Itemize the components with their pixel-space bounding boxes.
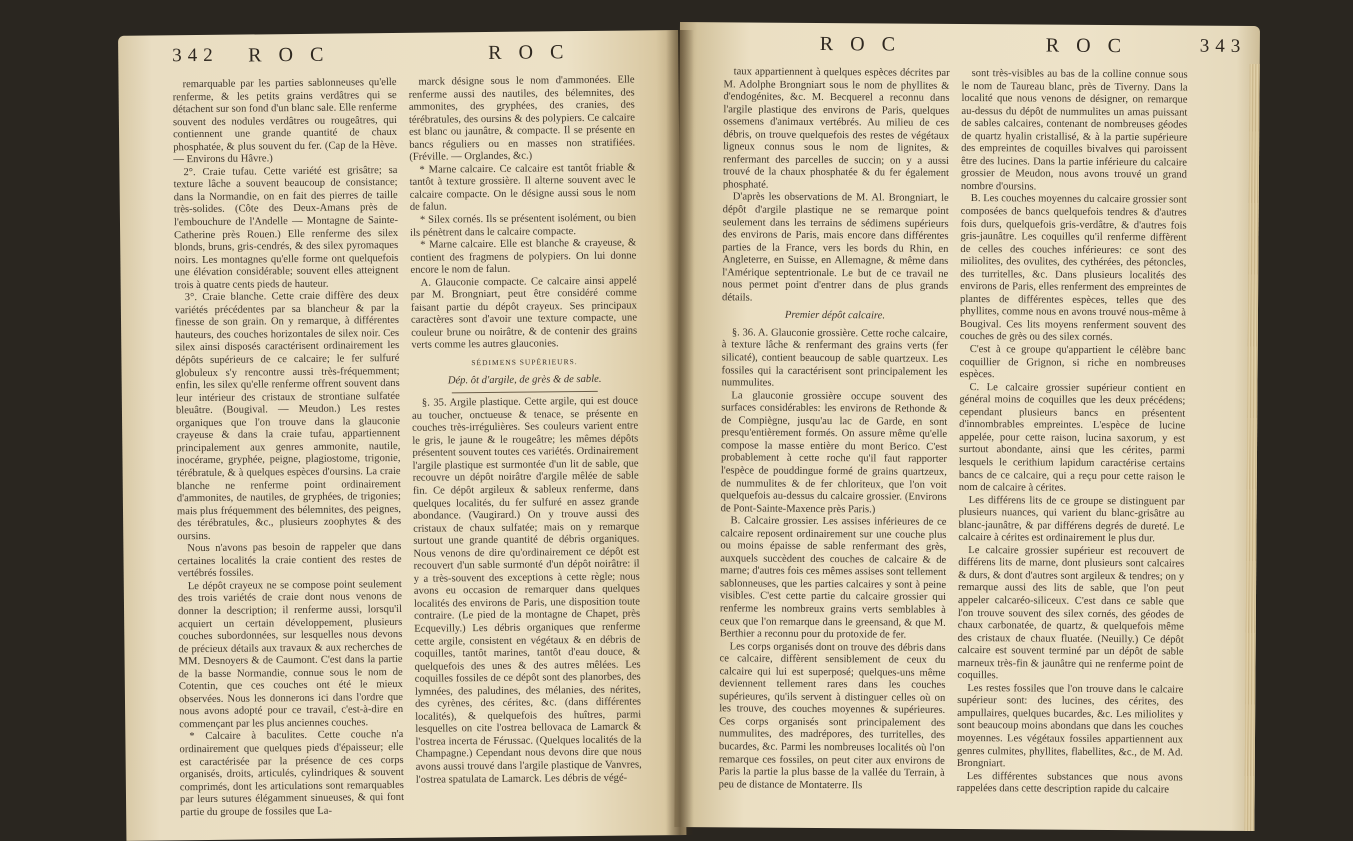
paragraph: remarquable par les parties sablonneuses qu'elle renferme, & les petits grains verdâtres qui se détachent sur son fond d'un blanc sale. Elle renferme souvent des nodules verdâtres ou rougeâtres, qui contiennent une grande quantité de chaux phosphatée, & plus souvent du fer. (Cap de la Hève. — Environs du Hâvre.) [172,76,398,166]
paragraph: * Calcaire à baculites. Cette couche n'a ordinairement que quelques pieds d'épaisseur; elle est caractérisée par la présence de ces corps organisés, droits, articulés, cylindriques & souvent comprimés, dont les articulations sont remarquables par leurs sutures élégamment sinueuses, & qui font partie du groupe de fossiles que La- [179,729,405,818]
open-book [118,0,1247,835]
paragraph: Nous n'avons pas besoin de rappeler que dans certaines localités la craie contient des restes de vertébrés fossiles. [177,541,402,580]
paragraph: A. Glauconie compacte. Ce calcaire ainsi appelé par M. Brongniart, peut être considéré comme faisant partie du dépôt crayeux. Ses principaux caractères sont d'avoir une texture compacte, une couleur brune ou noirâtre, & de contenir des grains verts comme les autres glauconies. [410,275,638,352]
section-title: Premier dépôt calcaire. [784,310,886,322]
book-gutter [666,30,694,835]
paragraph: marck désigne sous le nom d'ammonées. Elle renferme aussi des nautiles, des bélemnites, des ammonites, des gryphées, des cranies, des térébratules, des oursins & des polypiers. Ce calcaire est blanc ou jaunâtre, & compacte. Il se présente en bancs réguliers ou en masses non stratifiées. (Fréville. — Orglandes, &c.) [408,74,636,164]
paragraph: §. 36. A. Glauconie grossière. Cette roche calcaire, à texture lâche & renfermant des grains verts (fer silicaté), contient beaucoup de sable quartzeux. Les fossiles qui la caractérisent sont principalement les nummulites. [721,327,948,389]
right-head-title-1: R O C [819,32,902,56]
right-running-head [680,32,1260,62]
right-page-number: 343 [1199,35,1247,57]
left-column-2 [408,74,641,786]
paragraph: Les différens lits de ce groupe se distinguent par plusieurs nuances, qui varient du blanc-grisâtre au blanc-jaunâtre, & par différens degrés de dureté. Le calcaire à cérites est ordinairement le plus dur. [958,494,1185,545]
paragraph: 2°. Craie tufau. Cette variété est grisâtre; sa texture lâche a souvent beaucoup de consistance; dans la Normandie, on en fait des pierres de taille très-solides. (Côte des Deux-Amans près de l'embouchure de l'Andelle — Montagne de Sainte-Catherine près Rouen.) Elle renferme des silex blonds, bruns, gris-cendrés, & des silex pyromaques noirs. Les montagnes qu'elle forme ont quelquefois une élévation considérable; souvent elles atteignent trois à quatre cents pieds de hauteur. [173,164,399,292]
paragraph: Les restes fossiles que l'on trouve dans le calcaire supérieur sont: des lucines, des cérites, des ampullaires, quelques bucardes, &c. Les miliolites y sont beaucoup moins abondans que dans les couches moyennes. Les végétaux fossiles appartiennent aux genres culmites, phyllites, flabellites, &c., de M. Ad. Brongniart. [956,682,1184,770]
paragraph: 3°. Craie blanche. Cette craie diffère des deux variétés précédentes par sa blancheur & par la finesse de son grain. On y remarque, à différentes hauteurs, des couches horizontales de silex noir. Ces silex ainsi disposés caractérisent ordinairement les dépôts supérieurs de ce calcaire; le fer sulfuré globuleux s'y rencontre aussi très-fréquemment; enfin, les silex qu'elle renferme offrent souvent dans leur intérieur des cristaux de strontiane sulfatée bleuâtre. (Bougival. — Meudon.) Les restes organiques que l'on trouve dans la glauconie crayeuse & dans la craie tufau, appartiennent principalement aux genres ammonite, nautile, inocérame, gryphée, peigne, plagiostome, trigonie, térébratule, & à quelques espèces d'oursins. La craie blanche ne renferme point ordinairement d'ammonites, de nautiles, de gryphées, de trigonies; mais plus fréquemment des bélemnites, des peignes, des térébratules, &c., plusieurs zoophytes & des oursins. [174,290,402,542]
left-page-number: 342 [172,44,219,67]
left-head-title-1: R O C [248,43,330,67]
right-column-1 [719,66,950,793]
section-subtitle: Dép. ôt d'argile, de grès & de sable. [447,373,602,387]
section-rule [452,391,598,394]
paragraph: taux appartiennent à quelques espèces décrites par M. Adolphe Brongniart sous le nom de phyllites & d'endogénites, &c. M. Becquerel a reconnu dans l'argile plastique des environs de Paris, quelques ossemens d'animaux vertébrés. Au milieu de ces débris, on trouve quelquefois des restes de végétaux ligneux connus sous le nom de lignites, & renfermant des parcelles de succin; on y a aussi trouvé de la chaux phosphatée & du fer également phosphaté. [722,66,950,191]
paragraph: Le dépôt crayeux ne se compose point seulement des trois variétés de craie dont nous venons de donner la description; il renferme aussi, lorsqu'il acquiert un certain développement, plusieurs couches subordonnées, sur lesquelles nous devons de précieux détails aux travaux & aux recherches de MM. Desnoyers & de Caumont. C'est dans la partie de la basse Normandie, connue sous le nom de Cotentin, que ces couches ont été le mieux observées. Nous les donnerons ici dans l'ordre que nous avons adopté pour ce travail, c'est-à-dire en commençant par les plus anciennes couches. [177,578,404,731]
paragraph: sont très-visibles au bas de la colline connue sous le nom de Taureau blanc, près de Tiverny. Dans la localité que nous venons de désigner, on remarque au-dessus du dépôt de nummulites un amas puissant de sables calcaires, contenant de nombreuses géodes de quartz hyalin cristallisé, & à la partie supérieure des empreintes de coquilles bivalves qui paroissent être des lucines. Dans la partie inférieure du calcaire grossier de Meudon, nous avons trouvé un grand nombre d'oursins. [960,68,1188,193]
paragraph: Le calcaire grossier supérieur est recouvert de différens lits de marne, dont plusieurs sont calcaires & durs, & dont d'autres sont argileux & tendres; on y remarque aussi des lits de sable, que l'on peut appeler calcaréo-siliceux. C'est dans ce sable que l'on trouve souvent des silex cornés, des géodes de chaux carbonatée, de quartz, & quelquefois même des cristaux de chaux fluatée. (Neuilly.) Ce dépôt calcaire est souvent terminé par un dépôt de sable marneux très-fin & jaunâtre qui ne renferme point de coquilles. [957,544,1185,682]
right-column-2 [957,68,1188,797]
right-page [674,22,1260,831]
right-head-title-2: R O C [1045,34,1128,58]
left-running-head [118,40,678,72]
paragraph: Les corps organisés dont on trouve des débris dans ce calcaire, diffèrent sensiblement de ceux du calcaire qui lui est superposé; quelques-uns même deviennent tellement rares dans les couches supérieures, qu'ils servent à distinguer celles où on les trouve, des couches moyennes & supérieures. Ces corps organisés sont principalement des nummulites, des madrépores, des turritelles, des bucardes, &c. Parmi les nombreuses localités où l'on remarque ces fossiles, on peut citer aux environs de Paris la partie la plus basse de la vallée du Terrain, à peu de distance de Montaterre. Ils [718,640,946,791]
paragraph: C. Le calcaire grossier supérieur contient en général moins de coquilles que les deux précédens; cependant plusieurs bancs en présentent d'innombrables empreintes. L'espèce de lucine appelée, pour cette raison, lucina saxorum, y est surtout abondante, ainsi que les cérites, parmi lesquels le cerithium lapidum caractérise certains bancs de ce calcaire, qui a reçu pour cette raison le nom de calcaire à cérites. [958,381,1186,494]
left-head-title-2: R O C [488,41,570,64]
page-edges [1244,64,1260,831]
paragraph: Les différentes substances que nous avons rappelées dans cette description rapide du calcaire [956,770,1183,796]
left-page [118,30,686,841]
paragraph: B. Calcaire grossier. Les assises inférieures de ce calcaire reposent ordinairement sur une couche plus ou moins épaisse de sable renfermant des grès, auxquels succèdent des couches de calcaire & de marne; d'autres fois ces mêmes assises sont tellement sablonneuses, que les parties calcaires y sont à peine visibles. C'est cette partie du calcaire grossier qui renferme les nombreux grains verts semblables à ceux que l'on remarque dans le greensand, & que M. Berthier a reconnu pour du protoxide de fer. [719,515,947,641]
paragraph: C'est à ce groupe qu'appartient le célèbre banc coquillier de Grignon, si riche en nombreuses espèces. [959,344,1186,381]
paragraph: * Marne calcaire. Ce calcaire est tantôt friable & tantôt à texture grossière. Il alterne souvent avec le calcaire compacte. On le désigne aussi sous le nom de falun. [409,162,636,214]
paragraph: §. 35. Argile plastique. Cette argile, qui est douce au toucher, onctueuse & tenace, se présente en couches très-irrégulières. Ses couleurs varient entre le gris, le jaune & le rougeâtre; les mêmes dépôts présentent souvent toutes ces variétés. Ordinairement l'argile plastique est surmontée d'un lit de sable, que recouvre un dépôt noirâtre d'argile mêlée de sable fin. Ce dépôt argileux & sableux renferme, dans quelques localités, du fer sulfuré en assez grande abondance. (Vaugirard.) On y trouve aussi des cristaux de chaux sulfatée; mais on y remarque surtout une grande quantité de débris organiques. Nous venons de dire qu'ordinairement ce dépôt est recouvert d'un sable surmonté d'un dépôt noirâtre: il y a très-souvent des exceptions à cette règle; nous avons eu occasion de remarquer dans quelques localités des environs de Paris, une disposition toute contraire. (Le pied de la montagne de Chapet, près Ecquevilly.) Les débris organiques que renferme cette argile, consistent en végétaux & en débris de coquilles, tantôt marines, tantôt d'eau douce, & quelquefois des unes & des autres mêlées. Les coquilles fossiles de ce dépôt sont des planorbes, des lymnées, des paludines, des mélanies, des nérites, des cyrènes, des cérites, &c. (dans différentes localités), & quelquefois des huîtres, parmi lesquelles on cite l'ostrea bellovaca de Lamarck & l'ostrea incerta de Férussac. (Quelques localités de la Champagne.) Cependant nous devons dire que nous avons aussi trouvé dans l'argile plastique de Vanvres, l'ostrea spatulata de Lamarck. Les débris de végé- [411,395,642,786]
paragraph: * Marne calcaire. Elle est blanche & crayeuse, & contient des fragmens de polypiers. On lui donne encore le nom de falun. [410,237,637,277]
paragraph: La glauconie grossière occupe souvent des surfaces considérables: les environs de Rethonde & de Compiègne, jusqu'au lac de Garde, en sont presqu'entièrement formés. On assure même qu'elle compose la masse entière du mont Berico. C'est probablement à cette roche qu'il faut rapporter l'espèce de pouddingue formé de grains quartzeux, de nummulites & de fer chloriteux, que l'on voit quelquefois au-dessus du calcaire grossier. (Environs de Pont-Sainte-Maxence près Paris.) [720,390,948,515]
paragraph: * Silex cornés. Ils se présentent isolément, ou bien ils pénètrent dans le calcaire compacte. [410,212,637,239]
section-title: SÉDIMENS SUPÉRIEURS. [471,357,578,368]
left-column-1 [172,77,404,820]
paragraph: B. Les couches moyennes du calcaire grossier sont composées de bancs quelquefois tendres & d'autres fois durs, quelquefois gris-verdâtre, & d'autres fois gris-jaunâtre. Les coquilles qu'il renferme diffèrent de celles des couches inférieures: ce sont des miliolites, des ovulites, des cythérées, des pétoncles, des turritelles, &c. Dans plusieurs localités des environs de Paris, elles renferment des empreintes de plantes de différentes espèces, telles que des phyllites, comme nous en avons trouvé nous-même à Bougival. Ces lits moyens renferment souvent des couches de grès ou des silex cornés. [959,193,1187,344]
paragraph: D'après les observations de M. Al. Brongniart, le dépôt d'argile plastique ne se remarque point seulement dans les terrains de sédimens supérieurs des environs de Paris, mais encore dans différentes parties de la France, vers les bords du Rhin, en Angleterre, en Suisse, en Allemagne, & même dans l'Amérique septentrionale. Le but de ce travail ne nous permet point d'entrer dans de plus grands détails. [722,191,949,304]
